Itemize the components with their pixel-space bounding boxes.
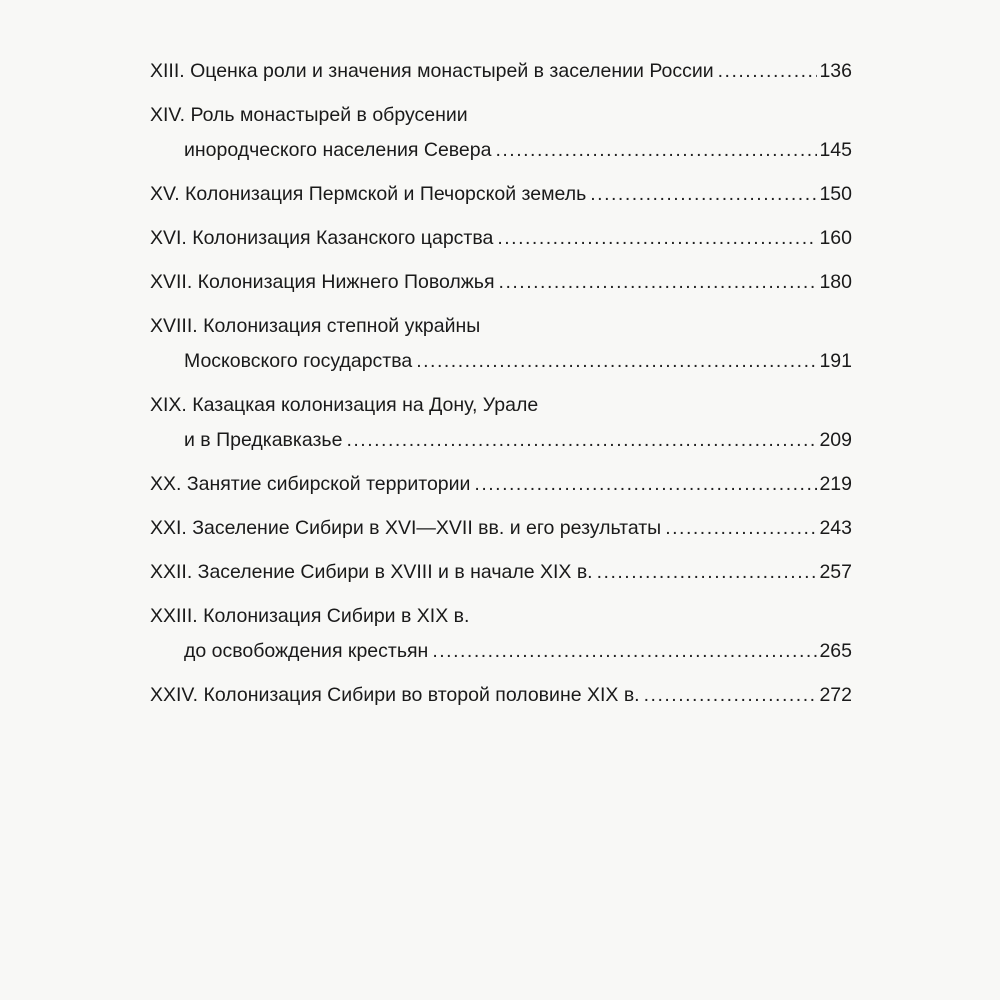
toc-page-number: 136 <box>819 60 852 82</box>
dot-leader <box>346 423 817 458</box>
toc-entry-title-continuation: до освобождения крестьян <box>184 640 429 662</box>
toc-entry-title: XIV. Роль монастырей в обрусении <box>150 104 468 126</box>
toc-page-number: 272 <box>819 684 852 706</box>
toc-entry-title: XXIV. Колонизация Сибири во второй половине XIX в. <box>150 684 640 706</box>
toc-entry-title: XVI. Колонизация Казанского царства <box>150 227 494 249</box>
toc-entry-title: XVIII. Колонизация степной украйны <box>150 315 481 337</box>
toc-page-number: 265 <box>819 640 852 662</box>
toc-entry <box>150 599 852 669</box>
dot-leader <box>416 344 817 379</box>
dot-leader <box>590 177 817 212</box>
toc-entry <box>150 54 852 89</box>
toc-entry <box>150 265 852 300</box>
dot-leader <box>495 133 817 168</box>
toc-page-number: 257 <box>819 561 852 583</box>
toc-page-number: 191 <box>819 350 852 372</box>
toc-entry <box>150 678 852 713</box>
toc-entry-title: XIII. Оценка роли и значения монастырей в заселении России <box>150 60 714 82</box>
toc-entry-title-continuation: инородческого населения Севера <box>184 139 492 161</box>
toc-entry-title: XX. Занятие сибирской территории <box>150 473 471 495</box>
dot-leader <box>432 634 817 669</box>
toc-page-number: 160 <box>819 227 852 249</box>
toc-page-number: 219 <box>819 473 852 495</box>
toc-page-number: 243 <box>819 517 852 539</box>
toc-entry <box>150 511 852 546</box>
toc-entry <box>150 555 852 590</box>
toc-page-number: 145 <box>819 139 852 161</box>
toc-entry <box>150 467 852 502</box>
dot-leader <box>665 511 817 546</box>
dot-leader <box>644 678 818 713</box>
toc-page-number: 209 <box>819 429 852 451</box>
toc-entry-title-continuation: Московского государства <box>184 350 413 372</box>
toc-entry-title: XXIII. Колонизация Сибири в XIX в. <box>150 605 470 627</box>
toc-entry-title: XVII. Колонизация Нижнего Поволжья <box>150 271 495 293</box>
toc-entry <box>150 177 852 212</box>
toc-entry-title: XXI. Заселение Сибири в XVI—XVII вв. и его результаты <box>150 517 662 539</box>
dot-leader <box>718 54 818 89</box>
toc-entry <box>150 98 852 168</box>
toc-entry <box>150 388 852 458</box>
dot-leader <box>497 221 817 256</box>
dot-leader <box>474 467 817 502</box>
dot-leader <box>597 555 818 590</box>
toc-entry <box>150 309 852 379</box>
toc-page-number: 180 <box>819 271 852 293</box>
dot-leader <box>499 265 818 300</box>
toc-entry-title: XXII. Заселение Сибири в XVIII и в начале XIX в. <box>150 561 593 583</box>
table-of-contents <box>150 54 852 722</box>
toc-entry <box>150 221 852 256</box>
toc-entry-title: XIX. Казацкая колонизация на Дону, Урале <box>150 394 539 416</box>
toc-entry-title: XV. Колонизация Пермской и Печорской земель <box>150 183 587 205</box>
toc-entry-title-continuation: и в Предкавказье <box>184 429 343 451</box>
toc-page-number: 150 <box>819 183 852 205</box>
